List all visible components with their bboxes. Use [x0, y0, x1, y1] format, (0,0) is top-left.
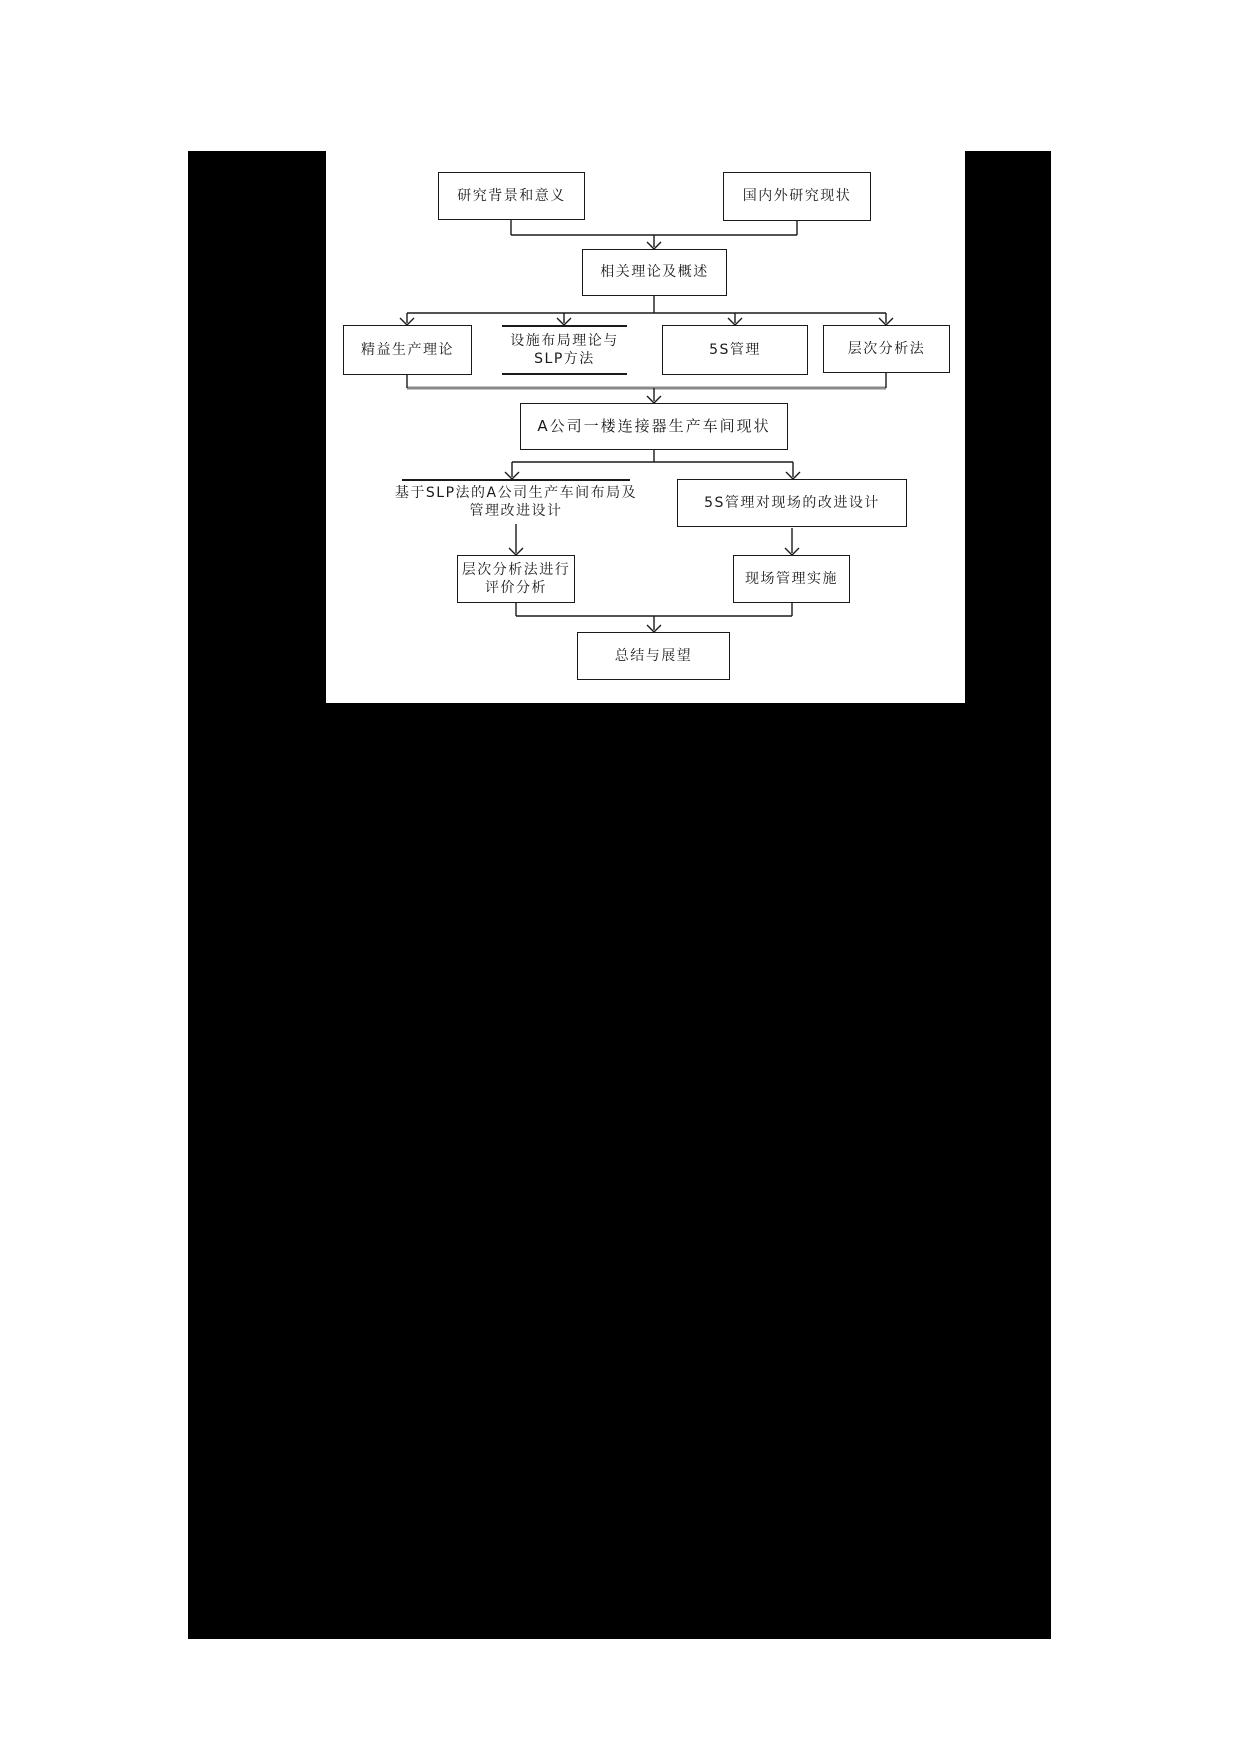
node-label-line1: 层次分析法进行: [461, 561, 571, 578]
node-label: A公司一楼连接器生产车间现状: [537, 416, 771, 435]
node-label-line2: SLP方法: [534, 351, 595, 367]
node-research-background: [438, 172, 585, 220]
node-slp-layout-improvement-design: [394, 479, 638, 523]
node-label: 国内外研究现状: [742, 188, 852, 205]
node-label-line2: 管理改进设计: [469, 503, 563, 519]
node-summary-outlook: [577, 632, 730, 680]
node-site-management-implementation: [733, 555, 850, 603]
flowchart-canvas: [326, 151, 965, 703]
node-label: 现场管理实施: [745, 570, 838, 587]
node-ahp-method: [823, 325, 950, 373]
node-label: 层次分析法: [847, 340, 926, 357]
node-lean-production-theory: [343, 325, 472, 375]
node-label-line2: 评价分析: [485, 580, 547, 596]
node-domestic-foreign-research-status: [723, 172, 871, 221]
node-5s-site-improvement-design: [677, 479, 907, 527]
node-label-line1: 基于SLP法的A公司生产车间布局及: [394, 484, 638, 501]
node-workshop-current-status: [520, 403, 788, 450]
node-label-line1: 设施布局理论与: [510, 332, 619, 349]
node-facility-layout-slp-method: [502, 325, 627, 375]
node-ahp-evaluation-analysis: [457, 555, 575, 603]
node-label: 5S管理对现场的改进设计: [704, 494, 880, 511]
node-label: 研究背景和意义: [457, 187, 566, 204]
node-label: 精益生产理论: [361, 341, 454, 358]
node-related-theory-overview: [582, 249, 727, 296]
node-label: 总结与展望: [614, 647, 693, 664]
node-5s-management: [662, 325, 808, 375]
node-label: 相关理论及概述: [600, 264, 709, 281]
node-label: 5S管理: [709, 341, 761, 358]
